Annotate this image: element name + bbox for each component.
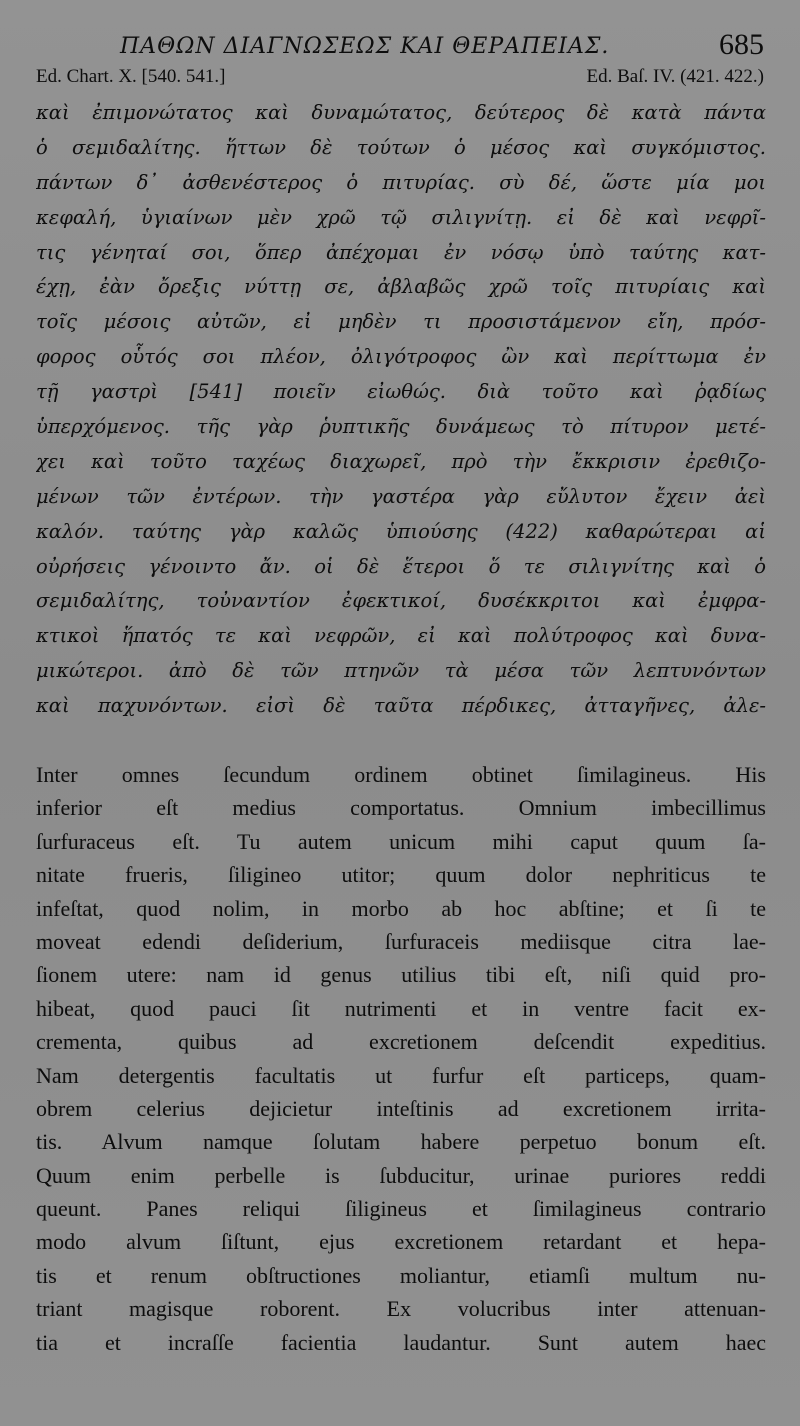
greek-line: τῇ γαστρὶ [541] ποιεῖν εἰωθώς. διὰ τοῦτο καὶ ῥᾳδίως: [36, 380, 766, 404]
greek-line: μικώτεροι. ἀπὸ δὲ τῶν πτηνῶν τὰ μέσα τῶν λεπτυνόντων: [36, 659, 766, 683]
latin-line: ſionem utere: nam id genus utilius tibi eſt, niſi quid pro-: [36, 962, 766, 988]
latin-line: obrem celerius dejicietur inteſtinis ad excretionem irrita-: [36, 1095, 766, 1121]
latin-line: nitate frueris, ſiligineo utitor; quum dolor nephriticus te: [36, 862, 766, 888]
latin-line: queunt. Panes reliqui ſiligineus et ſimilagineus contrario: [36, 1196, 766, 1222]
greek-line: κεφαλή, ὑγιαίνων μὲν χρῶ τῷ σιλιγνίτῃ. εἰ δὲ καὶ νεφρῖ-: [36, 205, 766, 229]
latin-line: Quum enim perbelle is ſubducitur, urinae puriores reddi: [36, 1162, 766, 1188]
greek-line: ὑπερχόμενος. τῆς γὰρ ῥυπτικῆς δυνάμεως τὸ πίτυρον μετέ-: [36, 415, 766, 439]
greek-line: σεμιδαλίτης, τοὐναντίον ἐφεκτικοί, δυσέκκριτοι καὶ ἐμφρα-: [36, 589, 766, 613]
latin-line: Inter omnes ſecundum ordinem obtinet ſimilagineus. His: [36, 762, 766, 787]
running-head: [120, 26, 764, 66]
latin-line: tia et incraſſe facientia laudantur. Sunt autem haec: [36, 1329, 766, 1355]
latin-line: modo alvum ſiſtunt, ejus excretionem retardant et hepa-: [36, 1229, 766, 1255]
greek-line: ὁ σεμιδαλίτης. ἥττων δὲ τούτων ὁ μέσος καὶ συγκόμιστος.: [36, 135, 766, 159]
chartier-edition-ref: Ed. Chart. X. [540. 541.]: [36, 66, 226, 87]
basel-edition-ref: Ed. Baſ. IV. (421. 422.): [586, 66, 764, 87]
latin-line: tis et renum obſtructiones moliantur, etiamſi multum nu-: [36, 1262, 766, 1288]
latin-line: Nam detergentis facultatis ut furfur eſt particeps, quam-: [36, 1062, 766, 1088]
greek-line: κτικοὶ ἥπατός τε καὶ νεφρῶν, εἰ καὶ πολύτροφος καὶ δυνα-: [36, 624, 766, 648]
edition-references: [36, 66, 764, 92]
page-number: 685: [719, 28, 764, 61]
latin-line: tis. Alvum namque ſolutam habere perpetuo bonum eſt.: [36, 1129, 766, 1155]
running-title: ΠΑΘΩΝ ΔΙΑΓΝΩΣΕΩΣ ΚΑΙ ΘΕΡΑΠΕΙΑΣ.: [120, 34, 610, 59]
greek-line: τις γένηταί σοι, ὅπερ ἀπέχομαι ἐν νόσῳ ὑπὸ ταύτης κατ-: [36, 240, 766, 264]
latin-line: hibeat, quod pauci ſit nutrimenti et in ventre facit ex-: [36, 995, 766, 1021]
greek-text: [36, 96, 766, 724]
latin-line: infeſtat, quod nolim, in morbo ab hoc abſtine; et ſi te: [36, 895, 766, 921]
greek-line: πάντων δ᾽ ἀσθενέστερος ὁ πιτυρίας. σὺ δέ, ὥστε μία μοι: [36, 170, 766, 194]
greek-line: καλόν. ταύτης γὰρ καλῶς ὑπιούσης (422) καθαρώτεραι αἱ: [36, 519, 766, 543]
latin-line: ſurfuraceus eſt. Tu autem unicum mihi caput quum ſa-: [36, 828, 766, 854]
latin-line: crementa, quibus ad excretionem deſcendit expeditius.: [36, 1029, 766, 1055]
latin-line: inferior eſt medius comportatus. Omnium imbecillimus: [36, 795, 766, 821]
greek-line: χει καὶ τοῦτο ταχέως διαχωρεῖ, πρὸ τὴν ἔκκρισιν ἐρεθιζο-: [36, 449, 766, 473]
greek-line: έχῃ, ἐὰν ὄρεξις νύττῃ σε, ἀβλαβῶς χρῶ τοῖς πιτυρίαις καὶ: [36, 275, 766, 299]
greek-line: οὐρήσεις γένοιντο ἄν. οἱ δὲ ἕτεροι ὅ τε σιλιγνίτης καὶ ὁ: [36, 554, 766, 578]
latin-line: moveat edendi deſiderium, ſurfuraceis mediisque citra lae-: [36, 928, 766, 954]
greek-line: καὶ παχυνόντων. εἰσὶ δὲ ταῦτα πέρδικες, ἀτταγῆνες, ἀλε-: [36, 694, 766, 718]
greek-line: τοῖς μέσοις αὐτῶν, εἰ μηδὲν τι προσιστάμενον εἴη, πρόσ-: [36, 310, 766, 334]
latin-translation: [36, 758, 766, 1359]
greek-line: καὶ ἐπιμονώτατος καὶ δυναμώτατος, δεύτερος δὲ κατὰ πάντα: [36, 101, 766, 124]
greek-line: φορος οὗτός σοι πλέον, ὀλιγότροφος ὢν καὶ περίττωμα ἐν: [36, 345, 766, 369]
greek-line: μένων τῶν ἐντέρων. τὴν γαστέρα γὰρ εὔλυτον ἔχειν ἀεὶ: [36, 484, 766, 508]
latin-line: triant magisque roborent. Ex volucribus inter attenuan-: [36, 1296, 766, 1322]
